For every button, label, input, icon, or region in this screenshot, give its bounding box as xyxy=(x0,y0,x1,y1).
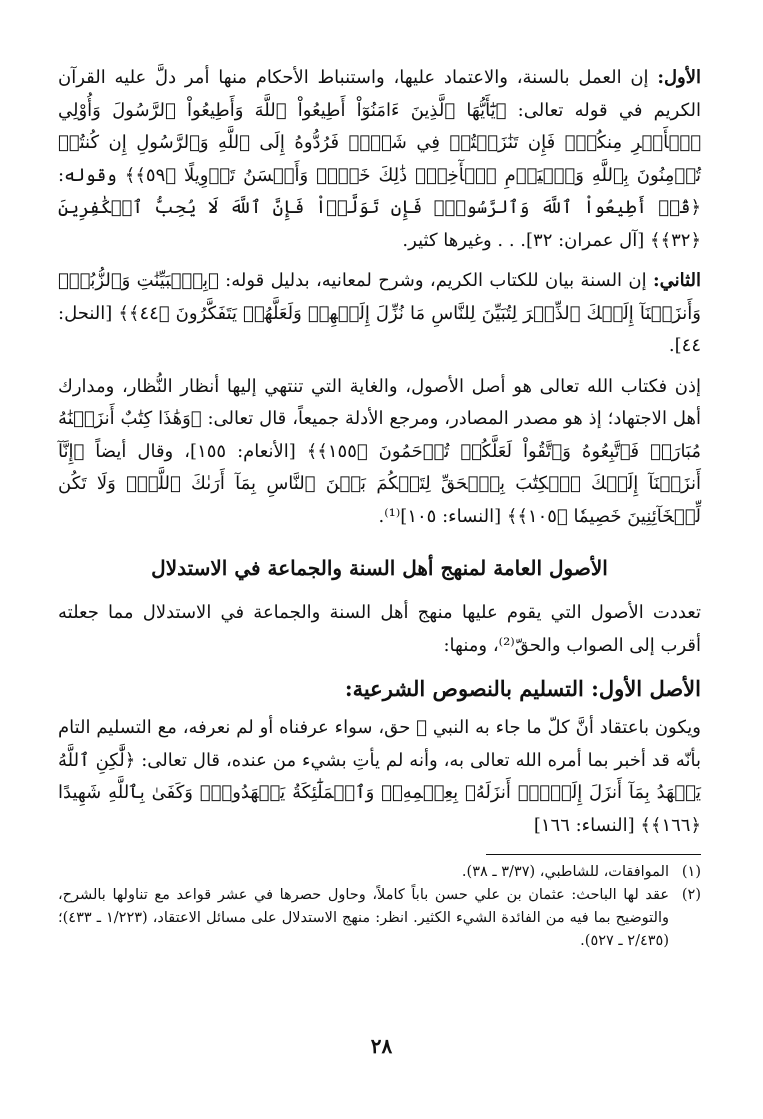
paragraph-text: إن السنة بيان للكتاب الكريم، وشرح لمعانيه، بدليل قوله: ﴿بِٱلۡبَيِّنَٰتِ وَٱلزُّبُرِۗ وَأَنزَلۡنَآ إِلَيۡكَ ٱلذِّكۡرَ لِتُبَيِّنَ لِلنَّاسِ مَا نُزِّلَ إِلَيۡهِمۡ وَلَعَلَّهُمۡ يَتَفَكَّرُونَ ﴿٤٤﴾﴾ [النحل: ٤٤]. xyxy=(58,270,702,356)
paragraph-term: الأول: xyxy=(657,67,701,88)
subheading: الأصل الأول: التسليم بالنصوص الشرعية: xyxy=(344,676,701,701)
section-paragraph: تعددت الأصول التي يقوم عليها منهج أهل السنة والجماعة في الاستدلال مما جعلته أقرب إلى الصواب والحقّ⁽²⁾، ومنها: xyxy=(58,602,701,656)
paragraph-first xyxy=(58,62,701,257)
paragraph-term: الثاني: xyxy=(652,270,701,291)
footnote-item xyxy=(58,884,701,953)
paragraph-text: إن العمل بالسنة، والاعتماد عليها، واستنباط الأحكام منها أمر دلَّ عليه القرآن الكريم في قوله تعالى: ﴿يَٰٓأَيُّهَا ٱلَّذِينَ ءَامَنُوٓاْ أَطِيعُواْ ٱللَّهَ وَأَطِيعُواْ ٱلرَّسُولَ وَأُوْلِي ٱلۡأَمۡرِ مِنكُمۡۖ فَإِن تَنَٰزَعۡتُمۡ فِي شَيۡءٖ فَرُدُّوهُ إِلَى ٱللَّهِ وَٱلرَّسُولِ إِن كُنتُمۡ تُؤۡمِنُونَ بِٱللَّهِ وَٱلۡيَوۡمِ ٱلۡأٓخِرِۚ ذَٰلِكَ خَيۡرٞ وَأَحۡسَنُ تَأۡوِيلًا ﴿٥٩﴾﴾ وقوله: ﴿قُلۡ أَطِيعُواْ ٱللَّهَ وَٱلرَّسُولَۖ فَإِن تَوَلَّوۡاْ فَإِنَّ ٱللَّهَ لَا يُحِبُّ ٱلۡكَٰفِرِينَ ﴿٣٢﴾﴾ [آل عمران: ٣٢]. . . وغيرها كثير. xyxy=(58,67,701,251)
footnote-text: الموافقات، للشاطبي، (٣/٣٧ ـ ٣٨). xyxy=(461,864,669,880)
page-number: ٢٨ xyxy=(370,1034,393,1058)
footnote-item xyxy=(58,861,701,884)
paragraph-text: إذن فكتاب الله تعالى هو أصل الأصول، والغاية التي تنتهي إليها أنظار النُّظار، ومدارك أهل الاجتهاد؛ إذ هو مصدر المصادر، ومرجع الأدلة جميعاً، قال تعالى: ﴿وَهَٰذَا كِتَٰبٌ أَنزَلۡنَٰهُ مُبَارَكٞ فَٱتَّبِعُوهُ وَٱتَّقُواْ لَعَلَّكُمۡ تُرۡحَمُونَ ﴿١٥٥﴾﴾ [الأنعام: ١٥٥]، وقال أيضاً ﴿إِنَّآ أَنزَلۡنَآ إِلَيۡكَ ٱلۡكِتَٰبَ بِٱلۡحَقِّ لِتَحۡكُمَ بَيۡنَ ٱلنَّاسِ بِمَآ أَرَىٰكَ ٱللَّهُۚ وَلَا تَكُن لِّلۡخَآئِنِينَ خَصِيمٗا ﴿١٠٥﴾﴾ [النساء: ١٠٥]⁽¹⁾. xyxy=(58,375,701,527)
footnote-number: (١) xyxy=(681,864,701,880)
sub-paragraph: ويكون باعتقاد أنَّ كلّ ما جاء به النبي ﷺ حق، سواء عرفناه أو لم نعرفه، مع التسليم التام بأنّه قد أخبر بما أمره الله تعالى به، وأنه لم يأتِ بشيء من عنده، قال تعالى: ﴿لَّٰكِنِ ٱللَّهُ يَشۡهَدُ بِمَآ أَنزَلَ إِلَيۡكَۖ أَنزَلَهُۥ بِعِلۡمِهِۦۖ وَٱلۡمَلَٰٓئِكَةُ يَشۡهَدُونَۚ وَكَفَىٰ بِٱللَّهِ شَهِيدًا ﴿١٦٦﴾﴾ [النساء: ١٦٦] xyxy=(58,717,701,836)
paragraph-third xyxy=(58,371,701,534)
footnotes xyxy=(58,861,701,953)
footnote-number: (٢) xyxy=(681,887,701,903)
footnote-divider xyxy=(486,854,701,855)
footnote-text: عقد لها الباحث: عثمان بن علي حسن باباً كاملاً، وحاول حصرها في عشر قواعد مع تناولها بالشرح، والتوضيح بما فيه من الفائدة الشيء الكثير. انظر: منهج الاستدلال على مسائل الاعتقاد، (١/٢٢٣ ـ ٤٣٣)؛ (٢/٤٣٥ ـ ٥٢٧). xyxy=(58,887,669,949)
section-heading: الأصول العامة لمنهج أهل السنة والجماعة في الاستدلال xyxy=(151,556,608,580)
paragraph-second xyxy=(58,265,701,363)
